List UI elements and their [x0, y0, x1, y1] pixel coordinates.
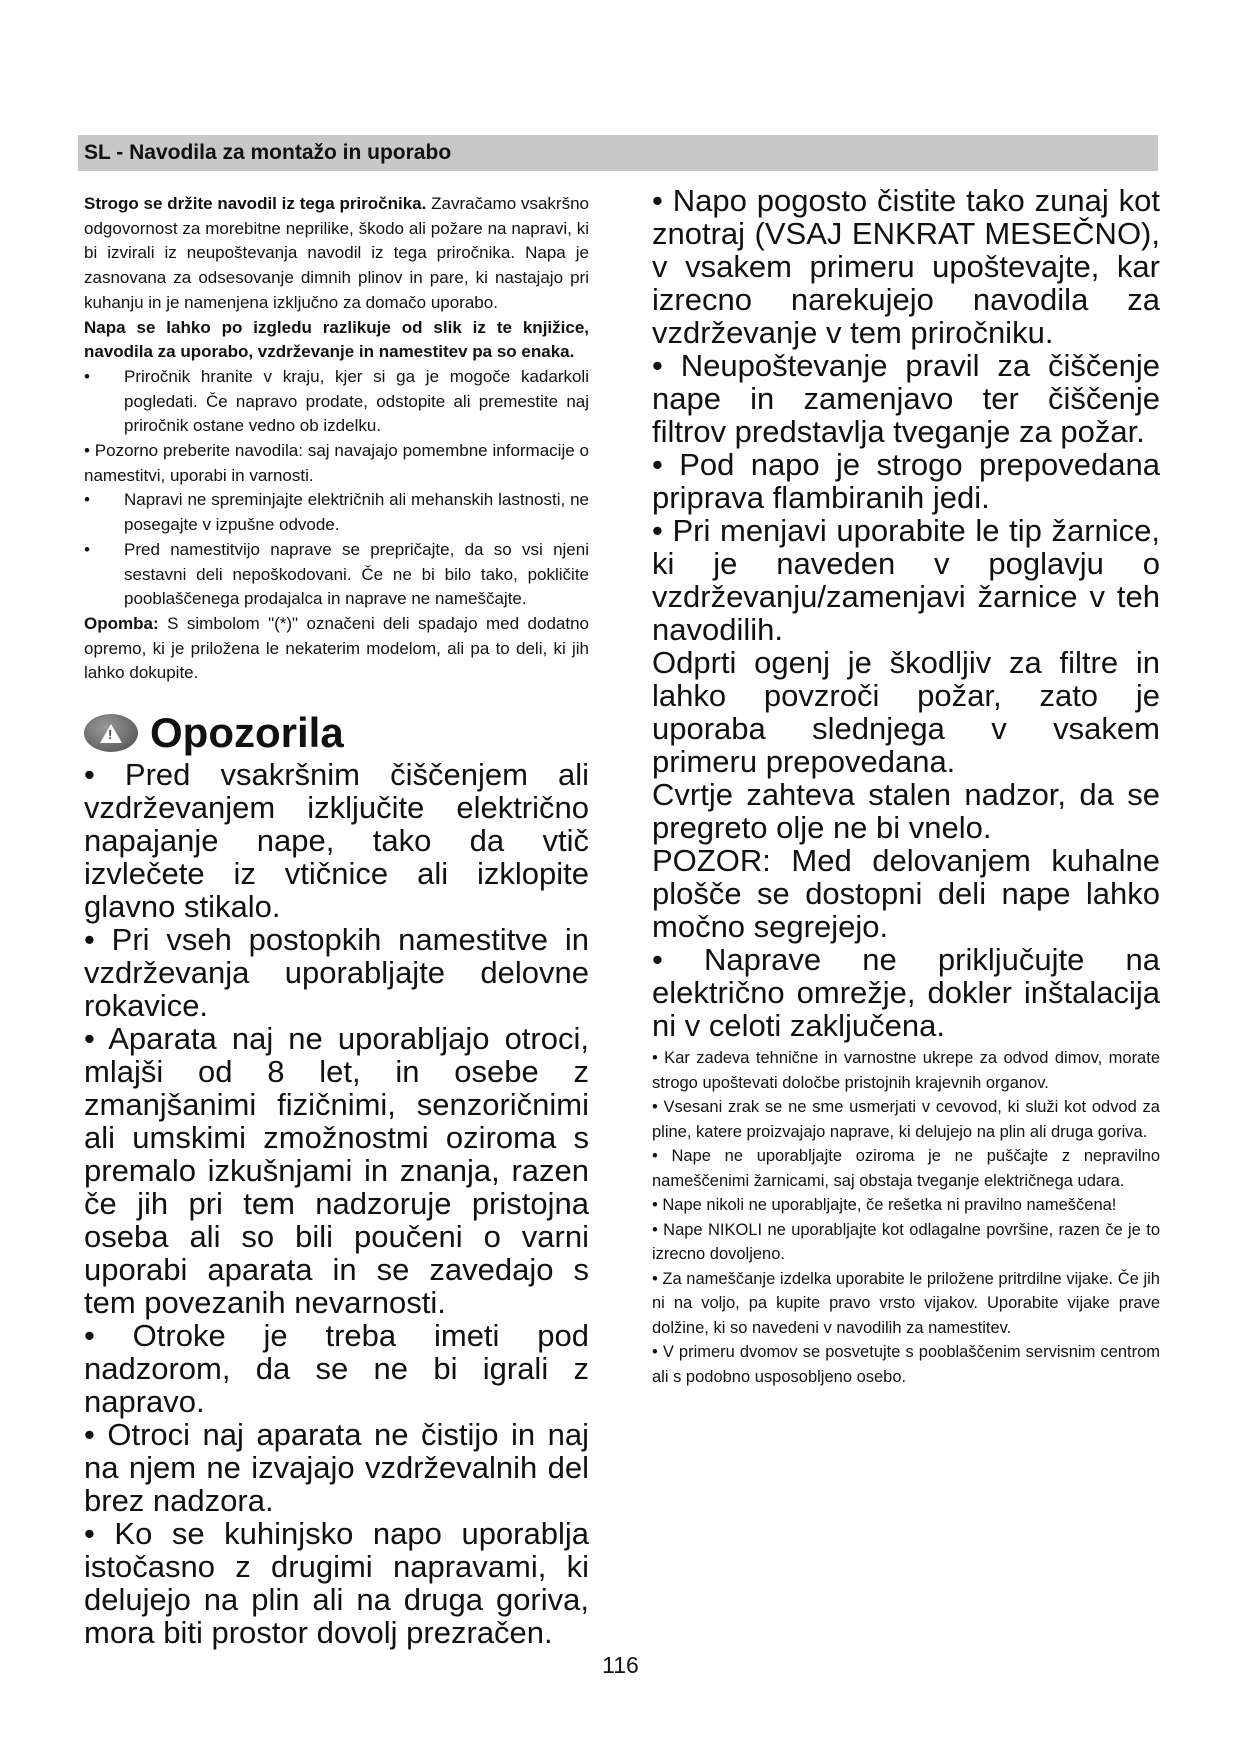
- list-item: • Napravi ne spreminjajte električnih ali mehanskih lastnosti, ne posegajte v izpušne odvode.: [84, 490, 589, 535]
- page-number: 116: [602, 1652, 639, 1678]
- intro-bold: Strogo se držite navodil iz tega priročnika.: [84, 194, 427, 213]
- warning-icon: [84, 714, 138, 752]
- warnings-heading: [84, 708, 589, 758]
- safety-item: • Nape nikoli ne uporabljajte, če rešetka ni pravilno nameščena!: [652, 1196, 1117, 1214]
- warning-item: • Pri vseh postopkih namestitve in vzdrževanja uporabljajte delovne rokavice.: [84, 922, 589, 1024]
- warnings-title: Opozorila: [150, 709, 344, 757]
- warning-item: • Napo pogosto čistite tako zunaj kot znotraj (VSAJ ENKRAT MESEČNO), v vsakem primeru upoštevajte, kar izrecno narekujejo navodila za vzdrževanje v tem priročniku.: [652, 183, 1160, 350]
- warning-item: • Ko se kuhinjsko napo uporablja istočasno z drugimi napravami, ki delujejo na plin ali na druga goriva, mora biti prostor dovolj prezračen.: [84, 1516, 589, 1651]
- safety-item: • Nape ne uporabljajte oziroma je ne puščajte z nepravilno nameščenimi žarnicami, saj obstaja tveganje električnega udara.: [652, 1147, 1160, 1190]
- warning-item: • Otroci naj aparata ne čistijo in naj na njem ne izvajajo vzdrževalnih del brez nadzora.: [84, 1417, 589, 1519]
- safety-item: • Vsesani zrak se ne sme usmerjati v cevovod, ki služi kot odvod za pline, katere proizvajajo naprave, ki delujejo na plin ali druga goriva.: [652, 1098, 1160, 1141]
- warning-item: • Otroke je treba imeti pod nadzorom, da se ne bi igrali z napravo.: [84, 1318, 589, 1420]
- list-item: • Pozorno preberite navodila: saj navajajo pomembne informacije o namestitvi, uporabi in varnosti.: [84, 441, 589, 485]
- list-item: • Priročnik hranite v kraju, kjer si ga je mogoče kadarkoli pogledati. Če napravo prodate, odstopite ali premestite naj priročnik ostane vedno ob izdelku.: [84, 366, 589, 436]
- warning-item: Odprti ogenj je škodljiv za filtre in lahko povzroči požar, zato je uporaba slednjega v vsakem primeru prepovedana.: [652, 645, 1160, 779]
- warning-item: • Naprave ne priključujte na električno omrežje, dokler inštalacija ni v celoti zaključena.: [652, 942, 1160, 1043]
- intro-paragraph: [84, 192, 589, 316]
- warning-item: • Neupoštevanje pravil za čiščenje nape in zamenjavo ter čiščenje filtrov predstavlja tveganje za požar.: [652, 348, 1160, 449]
- note-paragraph: Opomba: S simbolom "(*)" označeni deli spadajo med dodatno opremo, ki je priložena le nekaterim modelom, ali pa to deli, ki jih lahko dokupite.: [84, 613, 589, 683]
- warning-item: • Aparata naj ne uporabljajo otroci, mlajši od 8 let, in osebe z zmanjšanimi fizičnimi, senzoričnimi ali umskimi zmožnostmi oziroma s premalo izkušnjami in znanja, razen če jih pri tem nadzoruje pristojna oseba ali so bili poučeni o varni uporabi aparata in se zavedajo s tem povezanih nevarnosti.: [84, 1021, 589, 1321]
- left-column: [84, 192, 589, 1649]
- warning-item: POZOR: Med delovanjem kuhalne plošče se dostopni deli nape lahko močno segrejejo.: [652, 843, 1160, 944]
- safety-item: • Za nameščanje izdelka uporabite le priložene pritrdilne vijake. Če jih ni na voljo, pa kupite pravo vrsto vijakov. Uporabite vijake prave dolžine, ki so navedeni v navodilih za namestitev.: [652, 1269, 1160, 1337]
- warning-item: • Pri menjavi uporabite le tip žarnice, ki je naveden v poglavju o vzdrževanju/zamenjavi žarnice v teh navodilih.: [652, 513, 1160, 647]
- warning-item: • Pod napo je strogo prepovedana priprava flambiranih jedi.: [652, 447, 1160, 515]
- list-item: • Pred namestitvijo naprave se prepričajte, da so vsi njeni sestavni deli nepoškodovani. Če ne bi bilo tako, pokličite pooblaščenega prodajalca in naprave ne nameščajte.: [84, 539, 589, 609]
- safety-item: • Kar zadeva tehnične in varnostne ukrepe za odvod dimov, morate strogo upoštevati določbe pristojnih krajevnih organov.: [652, 1049, 1160, 1092]
- warning-item: Cvrtje zahteva stalen nadzor, da se pregreto olje ne bi vnelo.: [652, 777, 1160, 845]
- intro-text: Zavračamo vsakršno odgovornost za morebitne neprilike, škodo ali požare na napravi, ki bi izvirali iz neupoštevanja navodil iz tega priročnika. Napa je zasnovana za odsesovanje dimnih plinov in pare, ki nastajajo pri kuhanju in je namenjena izključno za domačo uporabo.: [84, 194, 589, 312]
- notice-paragraph: Napa se lahko po izgledu razlikuje od slik iz te knjižice, navodila za uporabo, vzdrževanje in namestitev pa so enaka.: [84, 317, 589, 362]
- safety-item: • V primeru dvomov se posvetujte s pooblaščenim servisnim centrom ali s podobno usposobljeno osebo.: [652, 1343, 1160, 1386]
- right-column: [652, 184, 1160, 1389]
- warning-item: • Pred vsakršnim čiščenjem ali vzdrževanjem izključite električno napajanje nape, tako da vtič izvlečete iz vtičnice ali izklopite glavno stikalo.: [84, 757, 589, 925]
- section-title: SL - Navodila za montažo in uporabo: [84, 141, 452, 164]
- safety-item: • Nape NIKOLI ne uporabljajte kot odlagalne površine, razen če je to izrecno dovoljeno.: [652, 1220, 1160, 1263]
